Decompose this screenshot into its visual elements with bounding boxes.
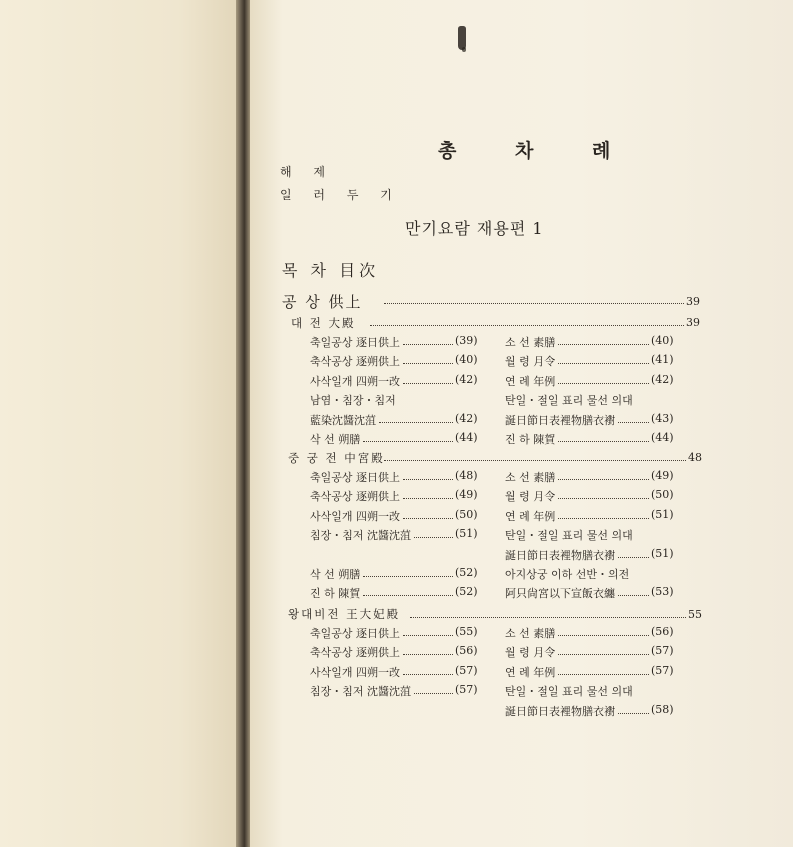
section-page: 39: [686, 295, 700, 308]
entry-right-label: 진 하 陳賀: [505, 433, 556, 446]
leader-dots: [618, 422, 649, 423]
entry-left-page: (40): [455, 353, 478, 366]
book-gutter: [236, 0, 250, 847]
leader-dots: [414, 537, 453, 538]
leader-dots: [618, 557, 649, 558]
leader-dots: [403, 363, 453, 364]
leader-dots: [403, 654, 453, 655]
entry-right-label: 연 례 年例: [505, 375, 556, 388]
entry-left-label: 축삭공상 逐朔供上: [310, 355, 400, 368]
leader-dots: [403, 674, 453, 675]
leader-dots: [618, 595, 649, 596]
entry-left-label: 사삭일개 四朔一改: [310, 666, 400, 679]
entry-right-label: 탄일・절일 표리 물선 의대: [505, 685, 633, 698]
entry-right-page: (58): [651, 703, 674, 716]
leader-dots: [379, 422, 453, 423]
leader-dots: [403, 518, 453, 519]
entry-left-page: (42): [455, 412, 478, 425]
page-title: 총 차 례: [438, 140, 637, 162]
entry-right-label: 誕日節日表裡物膳衣襨: [505, 705, 615, 718]
entry-left-page: (50): [455, 508, 478, 521]
entry-right-label: 연 례 年例: [505, 666, 556, 679]
leader-dots: [558, 479, 649, 480]
entry-left-label: 사삭일개 四朔一改: [310, 375, 400, 388]
entry-right-page: (56): [651, 625, 674, 638]
leader-dots: [414, 693, 453, 694]
leader-dots: [558, 344, 649, 345]
entry-right-page: (43): [651, 412, 674, 425]
leader-dots: [558, 674, 649, 675]
entry-right-label: 탄일・절일 표리 물선 의대: [505, 394, 633, 407]
subsection-page: 55: [688, 608, 702, 621]
leader-dots: [403, 383, 453, 384]
entry-left-page: (56): [455, 644, 478, 657]
leader-dots: [558, 363, 649, 364]
subsection-label: 왕대비전 王大妃殿: [288, 607, 401, 621]
leader-dots: [558, 518, 649, 519]
section-label: 공 상 供上: [282, 293, 363, 311]
entry-left-page: (49): [455, 488, 478, 501]
entry-right-label: 연 례 年例: [505, 510, 556, 523]
entry-left-label: 진 하 陳賀: [310, 587, 361, 600]
volume-title: 만기요람 재용편 1: [405, 219, 544, 238]
mokcha-heading: 목 차 目次: [282, 261, 380, 280]
entry-right-page: (50): [651, 488, 674, 501]
entry-right-page: (41): [651, 353, 674, 366]
entry-left-label: 축일공상 逐日供上: [310, 471, 400, 484]
entry-right-page: (40): [651, 334, 674, 347]
entry-left-page: (51): [455, 527, 478, 540]
entry-left-label: 藍染沈醬沈菹: [310, 414, 376, 427]
leader-dots: [403, 344, 453, 345]
leader-dots: [403, 498, 453, 499]
entry-right-page: (53): [651, 585, 674, 598]
entry-right-label: 誕日節日表裡物膳衣襨: [505, 549, 615, 562]
leader-dots: [384, 303, 684, 304]
entry-right-page: (44): [651, 431, 674, 444]
subsection-label: 중 궁 전 中宮殿: [288, 451, 385, 465]
entry-right-label: 탄일・절일 표리 물선 의대: [505, 529, 633, 542]
entry-right-label: 월 령 月令: [505, 646, 556, 659]
entry-right-label: 월 령 月令: [505, 490, 556, 503]
entry-left-label: 남염・침장・침저: [310, 394, 396, 407]
entry-right-label: 誕日節日表裡物膳衣襨: [505, 414, 615, 427]
entry-left-page: (42): [455, 373, 478, 386]
leader-dots: [403, 635, 453, 636]
entry-left-label: 축삭공상 逐朔供上: [310, 490, 400, 503]
entry-right-label: 阿只尙宮以下宣飯衣纏: [505, 587, 615, 600]
entry-right-label: 소 선 素膳: [505, 627, 556, 640]
entry-right-page: (51): [651, 508, 674, 521]
entry-right-page: (57): [651, 644, 674, 657]
entry-right-label: 소 선 素膳: [505, 336, 556, 349]
entry-right-label: 아지상궁 이하 선반・의전: [505, 568, 630, 581]
leader-dots: [403, 479, 453, 480]
entry-left-page: (44): [455, 431, 478, 444]
leader-dots: [558, 654, 649, 655]
entry-left-page: (57): [455, 664, 478, 677]
entry-left-page: (39): [455, 334, 478, 347]
leader-dots: [370, 325, 684, 326]
entry-right-page: (51): [651, 547, 674, 560]
entry-left-label: 축일공상 逐日供上: [310, 336, 400, 349]
leader-dots: [558, 635, 649, 636]
entry-left-page: (52): [455, 585, 478, 598]
front-item-illeodugi: 일 러 두 기: [280, 188, 401, 202]
entry-left-label: 축일공상 逐日供上: [310, 627, 400, 640]
entry-right-page: (57): [651, 664, 674, 677]
entry-left-label: 침장・침저 沈醬沈菹: [310, 529, 411, 542]
entry-right-label: 소 선 素膳: [505, 471, 556, 484]
leader-dots: [558, 383, 649, 384]
entry-left-label: 축삭공상 逐朔供上: [310, 646, 400, 659]
entry-right-page: (42): [651, 373, 674, 386]
entry-right-page: (49): [651, 469, 674, 482]
entry-left-label: 사삭일개 四朔一改: [310, 510, 400, 523]
entry-left-page: (48): [455, 469, 478, 482]
subsection-page: 39: [686, 316, 700, 329]
entry-left-label: 삭 선 朔膳: [310, 433, 361, 446]
entry-left-label: 침장・침저 沈醬沈菹: [310, 685, 411, 698]
leader-dots: [410, 617, 686, 618]
entry-left-page: (57): [455, 683, 478, 696]
front-item-haeje: 해 제: [280, 165, 334, 179]
ink-smudge: [462, 47, 466, 52]
entry-left-label: 삭 선 朔膳: [310, 568, 361, 581]
subsection-page: 48: [688, 451, 702, 464]
leader-dots: [363, 441, 453, 442]
leader-dots: [618, 713, 649, 714]
entry-right-label: 월 령 月令: [505, 355, 556, 368]
leader-dots: [384, 460, 686, 461]
leader-dots: [363, 595, 453, 596]
left-page: [0, 0, 238, 847]
entry-left-page: (52): [455, 566, 478, 579]
entry-left-page: (55): [455, 625, 478, 638]
leader-dots: [558, 441, 649, 442]
leader-dots: [363, 576, 453, 577]
leader-dots: [558, 498, 649, 499]
subsection-label: 대 전 大殿: [291, 316, 356, 330]
